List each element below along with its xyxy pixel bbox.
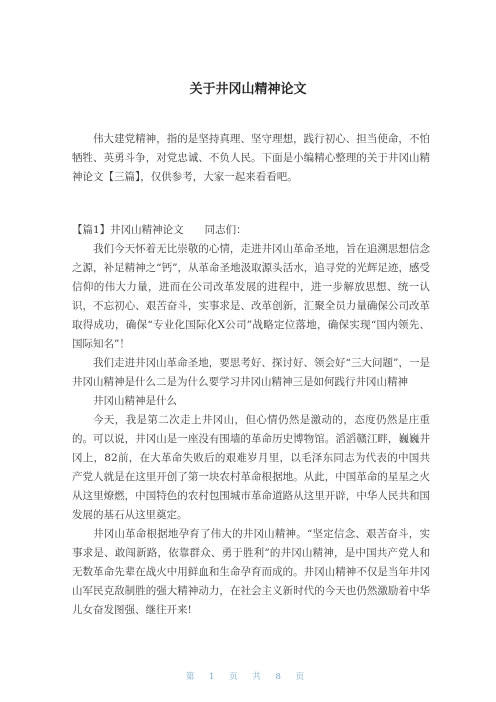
body-paragraph: 我们走进井冈山革命圣地，要思考好、探讨好、领会好“三大问题”，一是井冈山精神是什么二是为什么要学习井冈山精神三是如何践行井冈山精神 [72,357,430,388]
article-body [72,221,430,620]
page-number-footer: 第 1 页 共 8 页 [185,672,311,682]
section-heading: 【篇1】井冈山精神论文 同志们： [72,224,247,236]
intro-section [72,130,430,187]
body-paragraph: 我们今天怀着无比崇敬的心情，走进井冈山革命圣地，旨在追溯思想信念之源，补足精神之“钙”，从革命圣地汲取源头活水，追寻党的光辉足迹，感受信仰的伟大力量，进而在公司改革发展的进程中，进一步解放思想、统一认识，不忘初心、艰苦奋斗，实事求是、改革创新，汇聚全员力量确保公司改革取得成功，确保“专业化国际化X公司”战略定位落地，确保实现“国内领先、国际知名”！ [72,243,430,350]
body-paragraph: 井冈山革命根据地孕育了伟大的井冈山精神。“坚定信念、艰苦奋斗，实事求是、敢闯新路，依靠群众、勇于胜利”的井冈山精神，是中国共产党人和无数革命先辈在战火中用鲜血和生命孕育而成的。井冈山精神不仅是当年井冈山军民克敌制胜的强大精神动力，在社会主义新时代的今天也仍然激励着中华儿女奋发图强、继往开来! [72,528,430,616]
subheading: 井冈山精神是什么 [93,395,177,407]
document-title: 关于井冈山精神论文 [189,82,307,97]
intro-paragraph: 伟大建党精神，指的是坚持真理、坚守理想，践行初心、担当使命，不怕牺牲、英勇斗争，对党忠诚、不负人民。下面是小编精心整理的关于井冈山精神论文【三篇】，仅供参考，大家一起来看看吧。 [72,133,430,183]
body-paragraph: 今天，我是第二次走上井冈山，但心情仍然是激动的，态度仍然是庄重的。可以说，井冈山是一座没有围墙的革命历史博物馆。滔滔赣江畔，巍巍井冈上，82前，在大革命失败后的艰难岁月里，以毛泽东同志为代表的中国共产党人就是在这里开创了第一块农村革命根据地。从此，中国革命的星星之火从这里燎燃，中国特色的农村包围城市革命道路从这里开辟，中华人民共和国发展的基石从这里奠定。 [72,414,430,521]
